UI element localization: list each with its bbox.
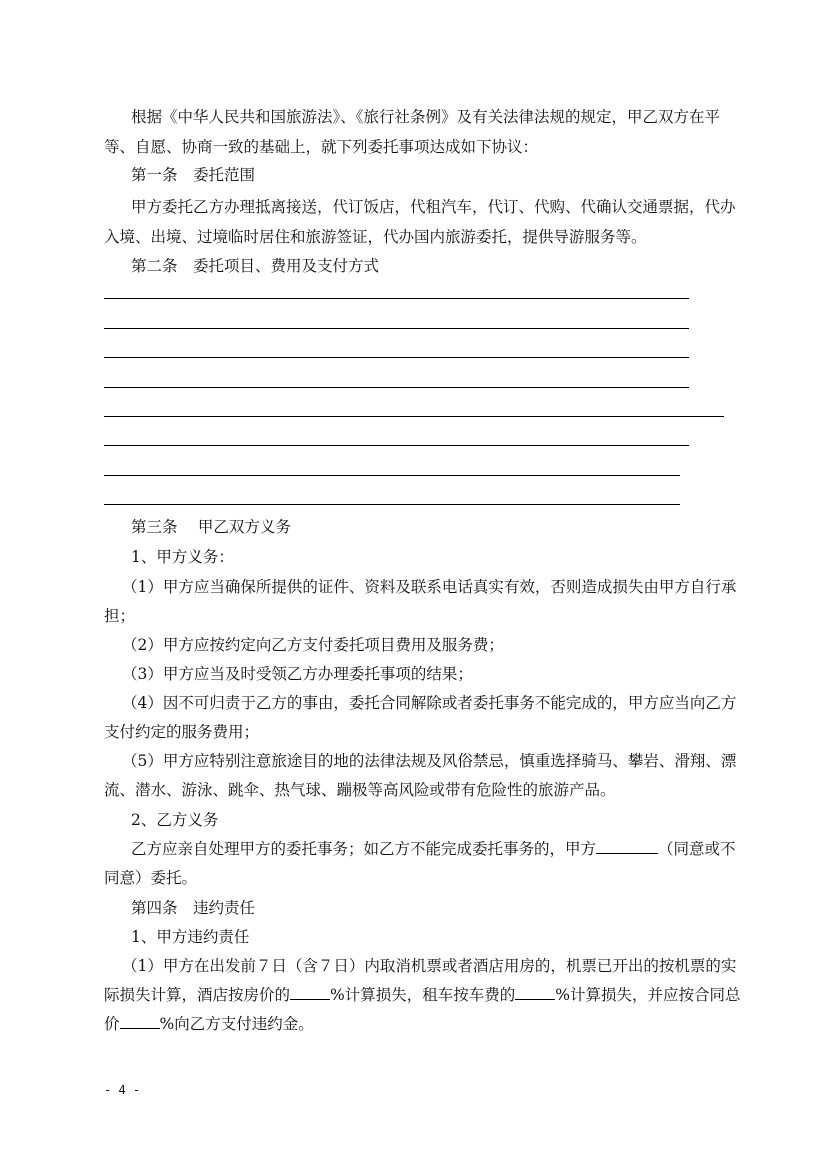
fill-in-line-6[interactable]	[104, 445, 689, 446]
fill-in-line-5[interactable]	[104, 416, 724, 417]
breach-text-b: %计算损失，租车按车费的	[330, 986, 516, 1004]
breach-text-e: %向乙方支付违约金。	[159, 1015, 314, 1033]
breach-text-d: 价	[104, 1015, 120, 1033]
party-a-breach-title: 1、甲方违约责任	[131, 928, 250, 946]
fill-in-line-7[interactable]	[104, 475, 680, 476]
breach-para-line-1: （1）甲方在出发前７日（含７日）内取消机票或者酒店用房的，机票已开出的按机票的实	[122, 957, 737, 975]
fill-in-line-3[interactable]	[104, 357, 689, 358]
party-b-obligations-title: 2、乙方义务	[131, 811, 219, 829]
party-a-item-4-line-2: 支付约定的服务费用；	[104, 723, 260, 741]
page-number: - 4 -	[104, 1083, 141, 1097]
party-a-item-2: （2）甲方应按约定向乙方支付委托项目费用及服务费；	[122, 636, 504, 654]
party-b-line-1-text-b: （同意或不	[658, 840, 736, 858]
hotel-percent-blank[interactable]	[290, 984, 330, 1000]
article-4-heading: 第四条 违约责任	[131, 899, 256, 917]
party-a-item-5-line-1: （5）甲方应特别注意旅途目的地的法律法规及风俗禁忌，慎重选择骑马、攀岩、滑翔、漂	[122, 752, 737, 770]
party-a-item-4-line-1: （4）因不可归责于乙方的事由，委托合同解除或者委托事务不能完成的，甲方应当向乙方	[122, 694, 737, 712]
party-a-item-1-line-1: （1）甲方应当确保所提供的证件、资料及联系电话真实有效，否则造成损失由甲方自行承	[122, 578, 737, 596]
breach-para-line-3	[104, 1013, 314, 1035]
party-b-line-2: 同意）委托。	[104, 869, 198, 887]
car-percent-blank[interactable]	[515, 984, 555, 1000]
consent-blank[interactable]	[596, 838, 658, 854]
article-2-heading: 第二条 委托项目、费用及支付方式	[131, 257, 380, 275]
fill-in-line-2[interactable]	[104, 328, 689, 329]
fill-in-line-8[interactable]	[104, 504, 680, 505]
article-3-heading: 第三条 甲乙双方义务	[131, 518, 291, 536]
article-1-line-2: 入境、出境、过境临时居住和旅游签证，代办国内旅游委托，提供导游服务等。	[104, 228, 647, 246]
penalty-percent-blank[interactable]	[120, 1013, 160, 1029]
party-a-item-3: （3）甲方应当及时受领乙方办理委托事项的结果；	[122, 665, 473, 683]
party-a-item-5-line-2: 流、潜水、游泳、跳伞、热气球、蹦极等高风险或带有危险性的旅游产品。	[104, 781, 616, 799]
party-a-obligations-title: 1、甲方义务：	[131, 548, 234, 566]
fill-in-line-1[interactable]	[104, 298, 689, 299]
article-1-line-1: 甲方委托乙方办理抵离接送，代订饭店，代租汽车，代订、代购、代确认交通票据，代办	[131, 198, 736, 216]
breach-para-line-2	[104, 984, 740, 1006]
article-1-heading: 第一条 委托范围	[131, 166, 256, 184]
party-b-line-1	[131, 838, 736, 860]
breach-text-a: 际损失计算，酒店按房价的	[104, 986, 291, 1004]
party-b-line-1-text-a: 乙方应亲自处理甲方的委托事务；如乙方不能完成委托事务的，甲方	[131, 840, 597, 858]
intro-line-2: 等、自愿、协商一致的基础上，就下列委托事项达成如下协议：	[104, 138, 539, 156]
breach-text-c: %计算损失，并应按合同总	[555, 986, 741, 1004]
fill-in-line-4[interactable]	[104, 387, 689, 388]
intro-line-1: 根据《中华人民共和国旅游法》、《旅行社条例》及有关法律法规的规定，甲乙双方在平	[131, 108, 721, 126]
party-a-item-1-line-2: 担；	[104, 607, 136, 625]
